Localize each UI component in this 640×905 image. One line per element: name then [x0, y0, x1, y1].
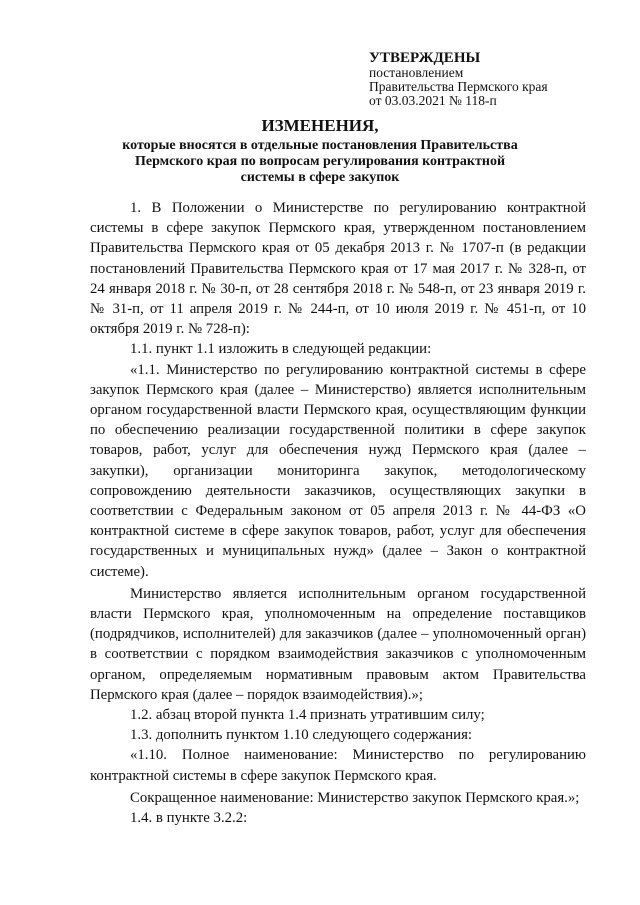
paragraph-5: 1.2. абзац второй пункта 1.4 признать утратившим силу;	[130, 707, 485, 724]
paragraph-6: 1.3. дополнить пунктом 1.10 следующего содержания:	[130, 727, 472, 744]
approval-line-2: Правительства Пермского края	[369, 79, 548, 94]
paragraph-8: Сокращенное наименование: Министерство закупок Пермского края.»;	[130, 789, 580, 806]
document-body	[90, 198, 586, 828]
approval-heading: УТВЕРЖДЕНЫ	[369, 50, 481, 66]
paragraph-4: Министерство является исполнительным органом государственной власти Пермского края, уполномоченным на определение поставщиков (подрядчиков, исполнителей) для заказчиков (далее – уполномоченный орган) в соответствии с порядком взаимодействия заказчиков с уполномоченным органом, определяемым нормативным правовым актом Правительства Пермского края (далее – порядок взаимодействия).»;	[90, 585, 586, 703]
document-subtitle: которые вносятся в отдельные постановления Правительства Пермского края по вопросам регулирования контрактной системы в сфере закупок	[122, 138, 518, 185]
approval-line-3: от 03.03.2021 № 118-п	[369, 93, 497, 108]
paragraph-9: 1.4. в пункте 3.2.2:	[130, 810, 248, 827]
approval-stamp	[369, 50, 548, 108]
paragraph-1: 1. В Положении о Министерстве по регулированию контрактной системы в сфере закупок Пермского края, утвержденном постановлением Правительства Пермского края от 05 декабря 2013 г. № 1707-п (в редакции постановлений Правительства Пермского края от 17 мая 2017 г. № 328-п, от 24 января 2018 г. № 30-п, от 28 сентября 2018 г. № 548-п, от 23 января 2019 г. № 31-п, от 11 апреля 2019 г. № 244-п, от 10 июля 2019 г. № 451-п, от 10 октября 2019 г. № 728-п):	[90, 200, 586, 338]
paragraph-2: 1.1. пункт 1.1 изложить в следующей редакции:	[130, 341, 432, 358]
paragraph-7: «1.10. Полное наименование: Министерство по регулированию контрактной системы в сфере закупок Пермского края.	[90, 747, 586, 784]
approval-line-1: постановлением	[369, 65, 464, 80]
paragraph-3: «1.1. Министерство по регулированию контрактной системы в сфере закупок Пермского края (далее – Министерство) является исполнительным органом государственной власти Пермского края, осуществляющим функции по обеспечению реализации государственной политики в сфере закупок товаров, работ, услуг для обеспечения нужд Пермского края (далее – закупки), организации мониторинга закупок, методологическому сопровождению деятельности заказчиков, осуществляющих закупки в соответствии с Федеральным законом от 05 апреля 2013 г. № 44-ФЗ «О контрактной системе в сфере закупок товаров, работ, услуг для обеспечения государственных и муниципальных нужд» (далее – Закон о контрактной системе).	[90, 361, 586, 580]
document-title: ИЗМЕНЕНИЯ,	[261, 116, 379, 135]
